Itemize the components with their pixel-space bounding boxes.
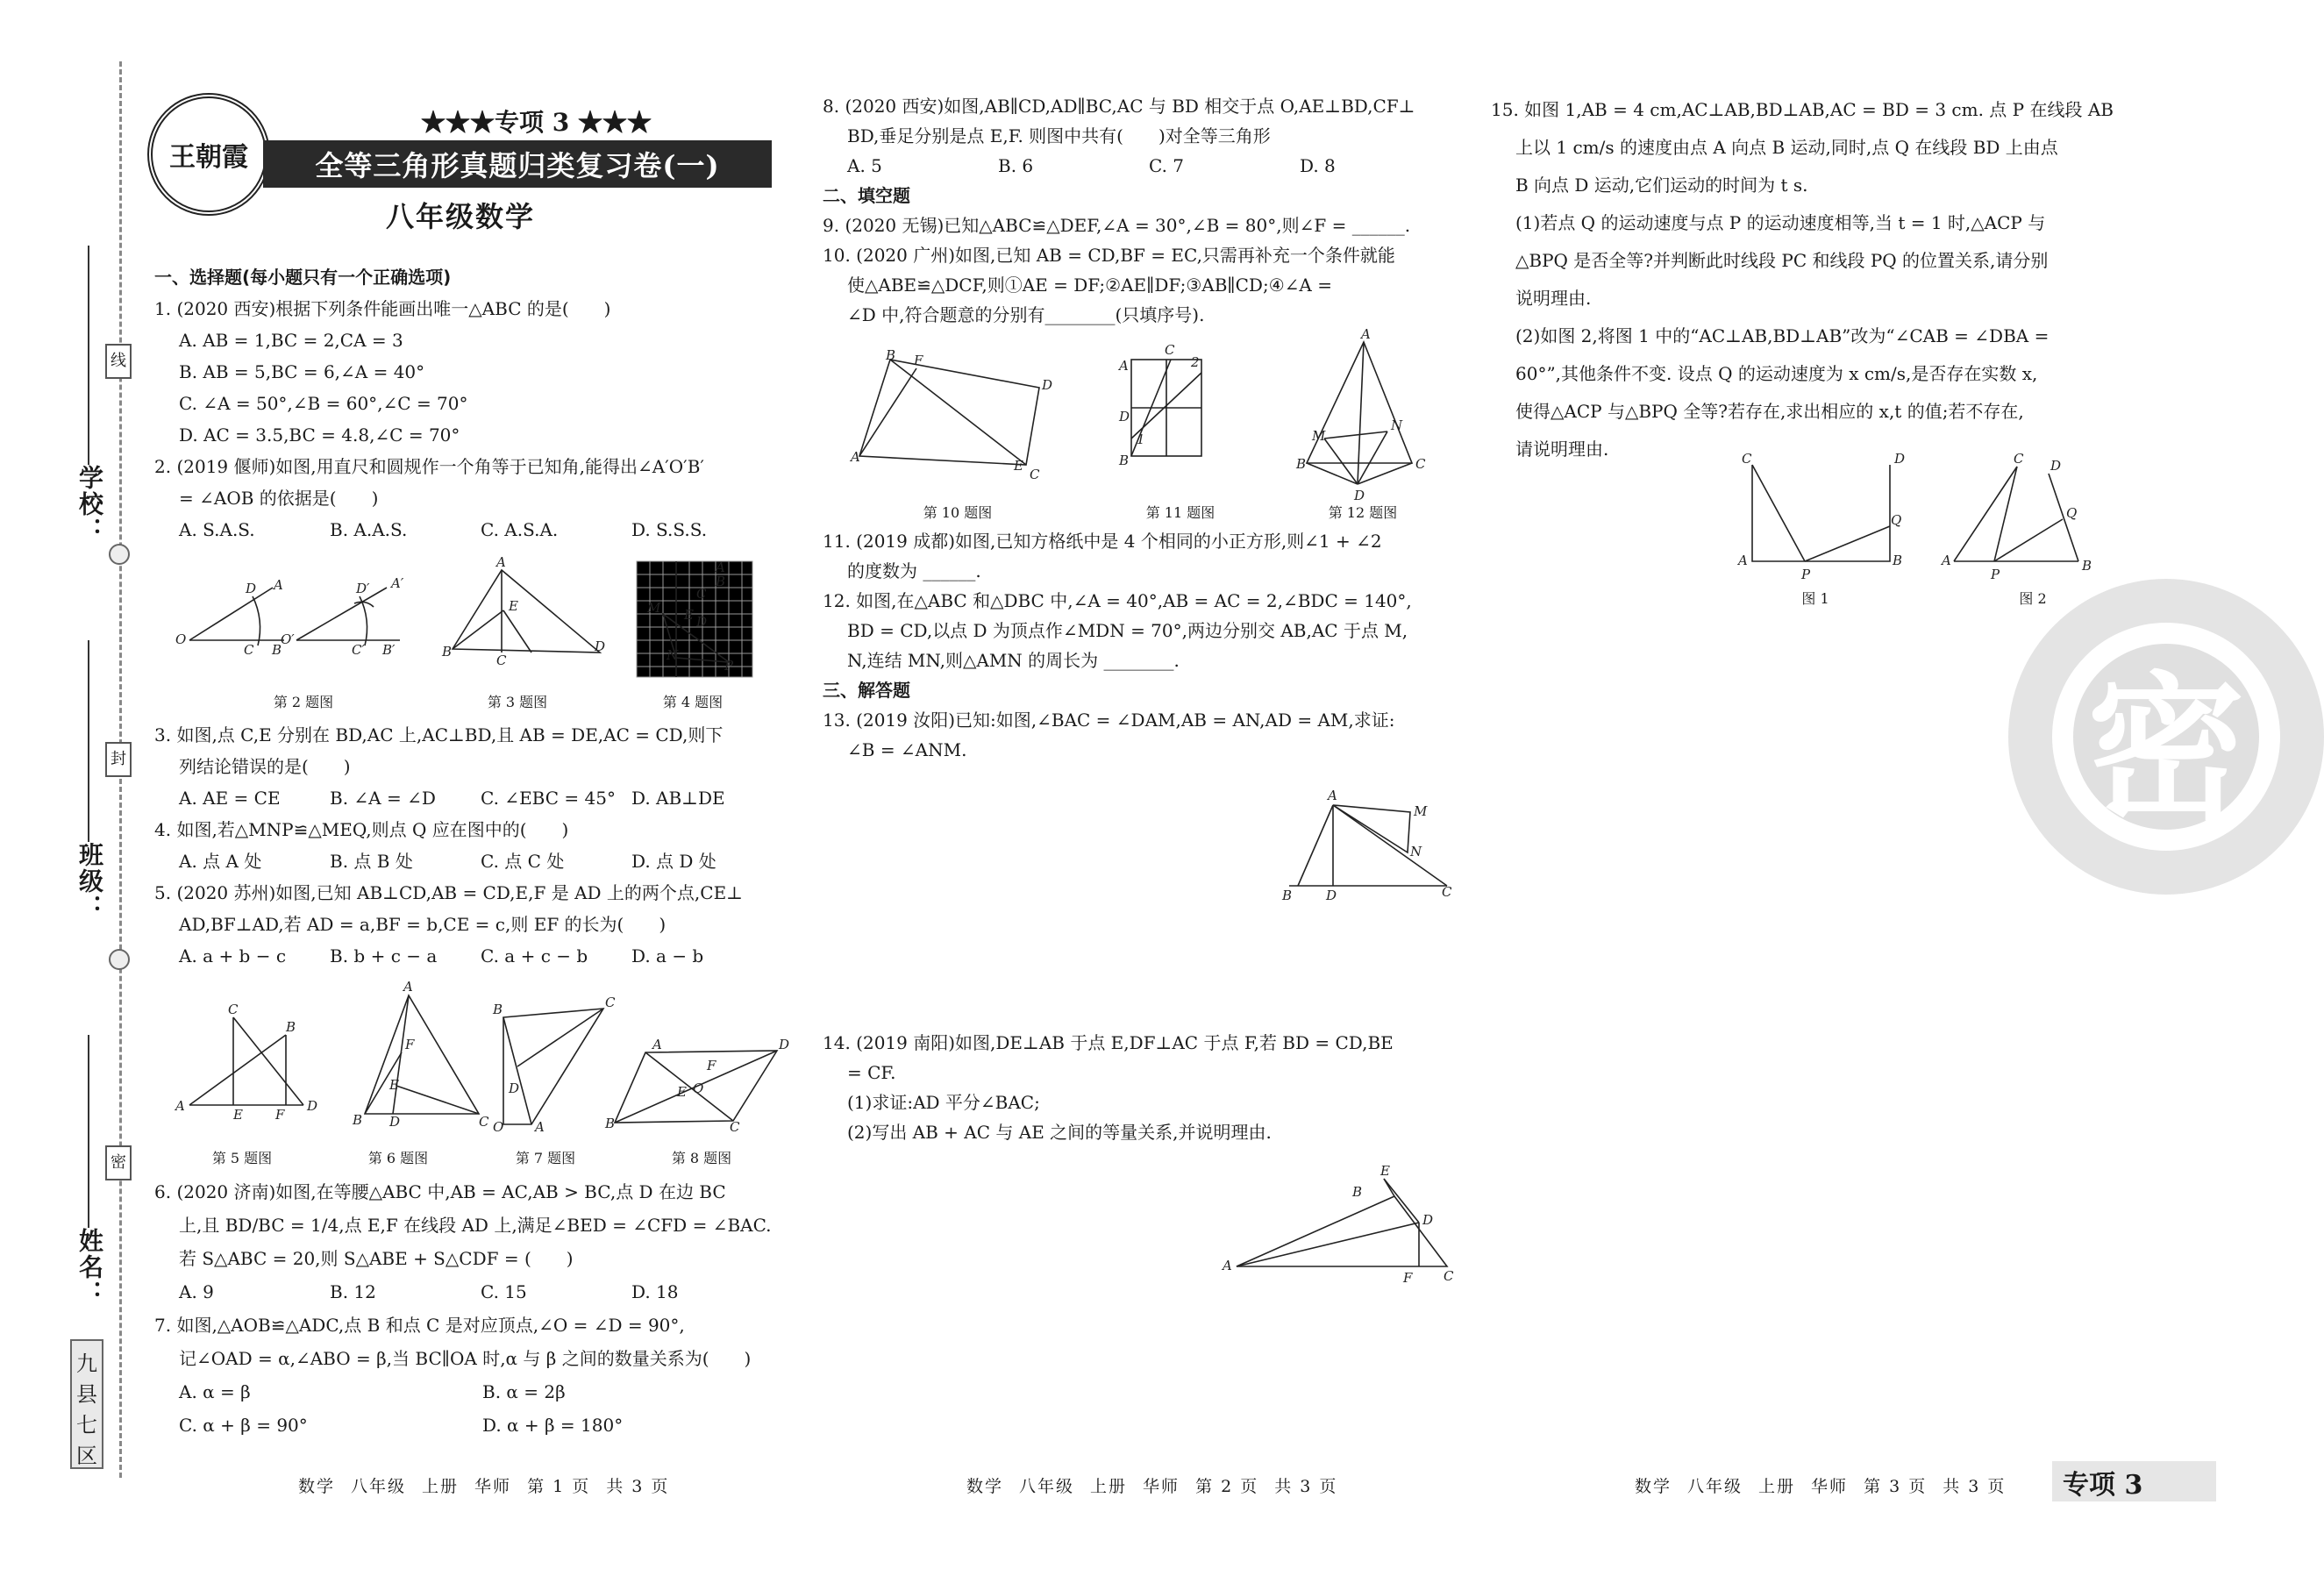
option: C. a + c − b [481, 945, 588, 966]
svg-text:D′: D′ [356, 581, 370, 596]
question-15-cont: △BPQ 是否全等?并判断此时线段 PC 和线段 PQ 的位置关系,请分别 [1515, 250, 2049, 271]
svg-text:A: A [175, 1098, 185, 1114]
option: B. A.A.S. [330, 519, 408, 540]
option: B. 12 [330, 1281, 376, 1302]
figure-q5-q8 [172, 979, 795, 1135]
figure-q2-q4 [172, 554, 786, 684]
name-fill-line [88, 1035, 89, 1228]
footer-text: 共 3 页 [606, 1477, 670, 1496]
svg-text:A: A [535, 1119, 545, 1135]
svg-text:B: B [286, 1019, 296, 1035]
section-heading: 三、解答题 [823, 680, 910, 701]
svg-text:E: E [233, 1107, 243, 1123]
page-footer-2 [966, 1473, 1353, 1497]
footer-text: 共 3 页 [1274, 1477, 1338, 1496]
svg-text:O: O [493, 1119, 504, 1135]
options-row [154, 845, 786, 877]
footer-text: 上册 [1090, 1477, 1128, 1496]
question-11: 11. (2019 成都)如图,已知方格纸中是 4 个相同的小正方形,则∠1 + ∠2 [823, 531, 1382, 552]
svg-text:B: B [442, 644, 453, 660]
svg-text:C: C [244, 642, 254, 658]
svg-text:M: M [647, 600, 661, 616]
svg-text:A: A [851, 449, 860, 465]
question-10-cont: 使△ABE≌△DCF,则①AE = DF;②AE∥DF;③AB∥CD;④∠A = [847, 275, 1332, 296]
corner-badge-label: 专项 3 [2063, 1470, 2143, 1501]
option: C. A.S.A. [481, 519, 559, 540]
question-9: 9. (2020 无锡)已知△ABC≌△DEF,∠A = 30°,∠B = 80°,则∠F = ______. [823, 215, 1411, 236]
question-4: 4. 如图,若△MNP≌△MEQ,则点 Q 应在图中的( ) [154, 819, 569, 840]
question-15-part: (1)若点 Q 的运动速度与点 P 的运动速度相等,当 t = 1 时,△ACP 与 [1515, 212, 2046, 233]
svg-text:P: P [1801, 567, 1811, 582]
option: D. a − b [631, 945, 704, 966]
region-char: 区 [76, 1444, 97, 1468]
figure-caption: 图 1 [1801, 590, 1829, 607]
svg-text:D: D [389, 1114, 401, 1130]
svg-text:C: C [1030, 467, 1040, 482]
svg-text:C: C [2014, 451, 2024, 467]
column-1b [154, 719, 786, 972]
svg-text:C′: C′ [352, 642, 365, 658]
svg-text:A: A [1738, 553, 1748, 568]
footer-text: 华师 [474, 1477, 512, 1496]
question-13: 13. (2019 汝阳)已知:如图,∠BAC = ∠DAM,AB = AN,AD = AM,求证: [823, 710, 1395, 731]
option: A. AE = CE [179, 788, 281, 809]
svg-text:D: D [1042, 377, 1053, 393]
footer-text: 八年级 [1687, 1477, 1743, 1496]
svg-text:O: O [175, 631, 187, 647]
svg-text:D: D [246, 581, 257, 596]
question-15-cont: 请说明理由. [1515, 439, 1609, 460]
svg-text:A: A [496, 554, 506, 570]
question-15-part: (2)如图 2,将图 1 中的“AC⊥AB,BD⊥AB”改为“∠CAB = ∠DBA = [1515, 325, 2050, 346]
option: A. 点 A 处 [179, 851, 262, 872]
footer-text: 数学 [298, 1477, 336, 1496]
figure-caption: 第 6 题图 [367, 1150, 429, 1166]
footer-text: 数学 [1635, 1477, 1672, 1496]
section-heading: 二、填空题 [823, 185, 910, 206]
svg-text:A: A [652, 1037, 662, 1052]
options-row [154, 782, 786, 814]
footer-text: 上册 [1758, 1477, 1796, 1496]
option: C. ∠EBC = 45° [481, 788, 616, 809]
figure-caption: 第 7 题图 [515, 1150, 576, 1166]
svg-text:N: N [1391, 417, 1403, 433]
paper-title: 全等三角形真题归类复习卷(一) [263, 140, 772, 188]
region-char: 县 [76, 1382, 97, 1407]
footer-text: 华师 [1143, 1477, 1180, 1496]
question-13-cont: ∠B = ∠ANM. [847, 739, 967, 760]
svg-text:E: E [1380, 1163, 1390, 1179]
column-1c [154, 1175, 786, 1442]
figure-caption: 第 8 题图 [671, 1150, 732, 1166]
question-15-cont: 说明理由. [1515, 288, 1592, 309]
footer-text: 华师 [1811, 1477, 1849, 1496]
question-8-cont: BD,垂足分别是点 E,F. 则图中共有( )对全等三角形 [847, 125, 1271, 146]
option: D. 18 [631, 1281, 679, 1302]
svg-text:1: 1 [1137, 431, 1145, 447]
options-row [154, 1409, 786, 1442]
svg-text:C: C [496, 653, 507, 668]
options-row [823, 151, 1463, 181]
svg-text:B: B [886, 347, 896, 363]
column-2c [823, 1028, 1463, 1147]
svg-text:M: M [1414, 803, 1428, 819]
question-15-cont: B 向点 D 运动,它们运动的时间为 t s. [1515, 175, 1808, 196]
question-6-cont: 若 S△ABC = 20,则 S△ABE + S△CDF = ( ) [179, 1248, 574, 1269]
option: C. 点 C 处 [481, 851, 565, 872]
question-1: 1. (2020 西安)根据下列条件能画出唯一△ABC 的是( ) [154, 298, 611, 319]
svg-text:B: B [1282, 888, 1293, 903]
svg-text:B: B [272, 642, 282, 658]
svg-text:O′: O′ [281, 631, 295, 647]
svg-text:B: B [493, 1002, 503, 1017]
svg-text:E: E [509, 598, 518, 614]
option: D. 点 D 处 [631, 851, 716, 872]
question-5: 5. (2020 苏州)如图,已知 AB⊥CD,AB = CD,E,F 是 AD 上的两个点,CE⊥ [154, 882, 743, 903]
figure-caption: 图 2 [2019, 590, 2047, 607]
class-fill-line [88, 640, 89, 842]
question-2-cont: = ∠AOB 的依据是( ) [179, 488, 379, 509]
svg-text:C: C [228, 1002, 239, 1017]
footer-text: 上册 [422, 1477, 460, 1496]
figure-q10-q12 [851, 326, 1465, 509]
svg-text:C: C [730, 1119, 740, 1135]
svg-text:D: D [1894, 451, 1906, 467]
svg-text:D: D [696, 614, 708, 630]
options-row [154, 1375, 786, 1409]
school-fill-line [88, 246, 89, 465]
svg-text:F: F [1403, 1270, 1413, 1286]
question-14: 14. (2019 南阳)如图,DE⊥AB 于点 E,DF⊥AC 于点 F,若 BD = CD,BE [823, 1032, 1394, 1053]
svg-text:B: B [605, 1116, 616, 1131]
question-12-cont: N,连结 MN,则△AMN 的周长为 ________. [847, 650, 1180, 671]
option: B. 6 [998, 155, 1034, 176]
options-row [154, 514, 786, 546]
question-7-cont: 记∠OAD = α,∠ABO = β,当 BC∥OA 时,α 与 β 之间的数量关系为( ) [179, 1348, 752, 1369]
brand-logo [147, 93, 270, 216]
question-14-part: (1)求证:AD 平分∠BAC; [847, 1092, 1040, 1113]
svg-text:C: C [1742, 451, 1752, 467]
svg-text:F: F [405, 1037, 415, 1052]
question-6-cont: 上,且 BD/BC = 1/4,点 E,F 在线段 AD 上,满足∠BED = ∠CFD = ∠BAC. [179, 1215, 772, 1236]
column-2 [823, 91, 1463, 330]
option: A. S.A.S. [179, 519, 255, 540]
question-10-cont: ∠D 中,符合题意的分别有________(只填序号). [847, 304, 1205, 325]
option: D. 8 [1300, 155, 1336, 176]
svg-text:D: D [509, 1080, 520, 1096]
question-11-cont: 的度数为 ______. [847, 560, 981, 581]
svg-text:F: F [707, 1058, 716, 1073]
special-topic-tag: ★★★专项 3 ★★★ [421, 108, 652, 137]
svg-text:A: A [1119, 358, 1129, 374]
svg-text:D: D [2050, 458, 2062, 474]
svg-text:N: N [667, 647, 679, 663]
region-char: 七 [76, 1413, 97, 1437]
question-15-cont: 60°”,其他条件不变. 设点 Q 的运动速度为 x cm/s,是否存在实数 x, [1515, 363, 2038, 384]
svg-text:C: C [1165, 342, 1175, 358]
footer-text: 第 3 页 [1864, 1477, 1928, 1496]
question-15-cont: 上以 1 cm/s 的速度由点 A 向点 B 运动,同时,点 Q 在线段 BD 上由点 [1515, 137, 2058, 158]
options-row [154, 1275, 786, 1309]
footer-text: 第 1 页 [527, 1477, 591, 1496]
svg-text:E: E [684, 607, 694, 623]
svg-text:D: D [779, 1037, 790, 1052]
svg-text:E: E [389, 1077, 399, 1093]
svg-text:D: D [1326, 888, 1337, 903]
svg-text:A: A [716, 560, 725, 575]
option: B. α = 2β [482, 1381, 566, 1402]
figure-q13 [1280, 781, 1473, 903]
svg-text:D: D [1119, 409, 1130, 424]
figure-q15 [1728, 447, 2131, 588]
question-14-part: (2)写出 AB + AC 与 AE 之间的等量关系,并说明理由. [847, 1122, 1272, 1143]
page-footer-3 [1635, 1473, 2021, 1497]
question-5-cont: AD,BF⊥AD,若 AD = a,BF = b,CE = c,则 EF 的长为( ) [179, 914, 667, 935]
svg-text:M: M [1312, 428, 1326, 444]
name-label: 姓名： [75, 1228, 104, 1307]
question-10: 10. (2020 广州)如图,已知 AB = CD,BF = EC,只需再补充一个条件就能 [823, 245, 1395, 266]
option: A. 9 [179, 1281, 214, 1302]
figure-caption: 第 12 题图 [1328, 504, 1398, 521]
option: D. S.S.S. [631, 519, 708, 540]
svg-text:Q: Q [1891, 512, 1902, 528]
option: B. 点 B 处 [330, 851, 413, 872]
seal-mark-mi: 密 [105, 1145, 132, 1180]
figure-caption: 第 11 题图 [1145, 504, 1215, 521]
question-12-cont: BD = CD,以点 D 为顶点作∠MDN = 70°,两边分别交 AB,AC 于点 M, [847, 620, 1408, 641]
footer-text: 共 3 页 [1943, 1477, 2007, 1496]
binding-hole [109, 949, 130, 970]
svg-text:B: B [353, 1112, 363, 1128]
option: C. α + β = 90° [179, 1415, 308, 1436]
svg-text:B: B [1893, 553, 1903, 568]
svg-text:D: D [595, 638, 606, 654]
svg-text:P: P [724, 658, 734, 674]
section-heading: 一、选择题(每小题只有一个正确选项) [154, 267, 452, 288]
page-footer-1 [298, 1473, 685, 1497]
svg-text:A: A [403, 979, 413, 995]
svg-text:B: B [716, 574, 726, 589]
footer-text: 第 2 页 [1195, 1477, 1259, 1496]
option: B. ∠A = ∠D [330, 788, 436, 809]
question-3: 3. 如图,点 C,E 分别在 BD,AC 上,AC⊥BD,且 AB = DE,AC = CD,则下 [154, 724, 724, 745]
svg-text:2: 2 [1191, 354, 1200, 370]
svg-text:A: A [1328, 788, 1337, 803]
figure-caption: 第 4 题图 [662, 694, 724, 710]
figure-caption: 第 5 题图 [211, 1150, 273, 1166]
svg-text:A: A [1223, 1258, 1232, 1273]
svg-text:C: C [696, 586, 707, 602]
option: B. b + c − a [330, 945, 438, 966]
option: D. α + β = 180° [482, 1415, 624, 1436]
question-3-cont: 列结论错误的是( ) [179, 756, 351, 777]
seal-mark-xian: 线 [105, 344, 132, 379]
seal-glyph: 密 [2052, 623, 2280, 851]
option: A. α = β [179, 1381, 251, 1402]
svg-text:B: B [2082, 558, 2092, 574]
svg-text:D: D [1422, 1212, 1434, 1228]
logo-text: 王朝霞 [169, 142, 248, 173]
svg-text:F: F [914, 353, 923, 368]
svg-text:P: P [1991, 567, 2000, 582]
svg-text:B′: B′ [382, 642, 396, 658]
svg-text:A′: A′ [391, 575, 404, 591]
option: D. AC = 3.5,BC = 4.8,∠C = 70° [179, 424, 460, 446]
svg-text:A: A [1361, 326, 1371, 342]
figure-caption: 第 2 题图 [273, 694, 334, 710]
option: A. AB = 1,BC = 2,CA = 3 [179, 330, 403, 351]
svg-text:A: A [1942, 553, 1951, 568]
svg-text:B: B [1119, 453, 1130, 468]
region-box [70, 1339, 103, 1469]
svg-text:Q: Q [2066, 505, 2078, 521]
question-12: 12. 如图,在△ABC 和△DBC 中,∠A = 40°,AB = AC = 2,∠BDC = 140°, [823, 590, 1412, 611]
option: D. AB⊥DE [631, 788, 725, 809]
svg-text:C: C [605, 995, 616, 1010]
figure-caption: 第 3 题图 [487, 694, 548, 710]
option: B. AB = 5,BC = 6,∠A = 40° [179, 361, 425, 382]
svg-text:D: D [307, 1098, 318, 1114]
svg-text:B: B [1296, 456, 1307, 472]
option: C. ∠A = 50°,∠B = 60°,∠C = 70° [179, 393, 468, 414]
column-2b [823, 526, 1463, 765]
svg-text:E: E [677, 1084, 687, 1100]
footer-text: 数学 [966, 1477, 1004, 1496]
question-7: 7. 如图,△AOB≌△ADC,点 B 和点 C 是对应顶点,∠O = ∠D = 90°, [154, 1315, 685, 1336]
column-1 [154, 261, 786, 546]
question-2: 2. (2019 偃师)如图,用直尺和圆规作一个角等于已知角,能得出∠A′O′B′ [154, 456, 704, 477]
svg-text:O: O [693, 1080, 704, 1096]
svg-text:C: C [479, 1114, 489, 1130]
option: C. 7 [1149, 155, 1185, 176]
class-label: 班级： [75, 842, 104, 921]
column-3 [1491, 91, 2140, 468]
svg-text:E: E [1014, 458, 1023, 474]
question-15-cont: 使得△ACP 与△BPQ 全等?若存在,求出相应的 x,t 的值;若不存在, [1515, 401, 2024, 422]
region-char: 九 [76, 1351, 97, 1376]
svg-text:B: B [1352, 1184, 1363, 1200]
figure-q14 [1219, 1163, 1473, 1294]
svg-text:C: C [1442, 884, 1452, 900]
svg-text:C: C [1415, 456, 1426, 472]
question-6: 6. (2020 济南)如图,在等腰△ABC 中,AB = AC,AB > BC,点 D 在边 BC [154, 1181, 726, 1202]
seal-mark-feng: 封 [105, 742, 132, 777]
option: A. a + b − c [179, 945, 287, 966]
question-8: 8. (2020 西安)如图,AB∥CD,AD∥BC,AC 与 BD 相交于点 O,AE⊥BD,CF⊥ [823, 96, 1415, 117]
binding-hole [109, 544, 130, 565]
svg-text:D: D [1354, 488, 1365, 503]
svg-text:N: N [1410, 844, 1422, 859]
question-15: 15. 如图 1,AB = 4 cm,AC⊥AB,BD⊥AB,AC = BD = 3 cm. 点 P 在线段 AB [1491, 99, 2114, 120]
options-row [154, 940, 786, 972]
svg-text:C: C [1444, 1268, 1454, 1284]
svg-text:A: A [274, 577, 283, 593]
school-label: 学校： [75, 465, 104, 544]
option: C. 15 [481, 1281, 527, 1302]
footer-text: 八年级 [351, 1477, 407, 1496]
question-14-cont: = CF. [847, 1062, 896, 1083]
svg-text:F: F [275, 1107, 285, 1123]
footer-text: 八年级 [1019, 1477, 1075, 1496]
paper-subtitle: 八年级数学 [386, 200, 536, 233]
figure-caption: 第 10 题图 [923, 504, 993, 521]
option: A. 5 [847, 155, 882, 176]
